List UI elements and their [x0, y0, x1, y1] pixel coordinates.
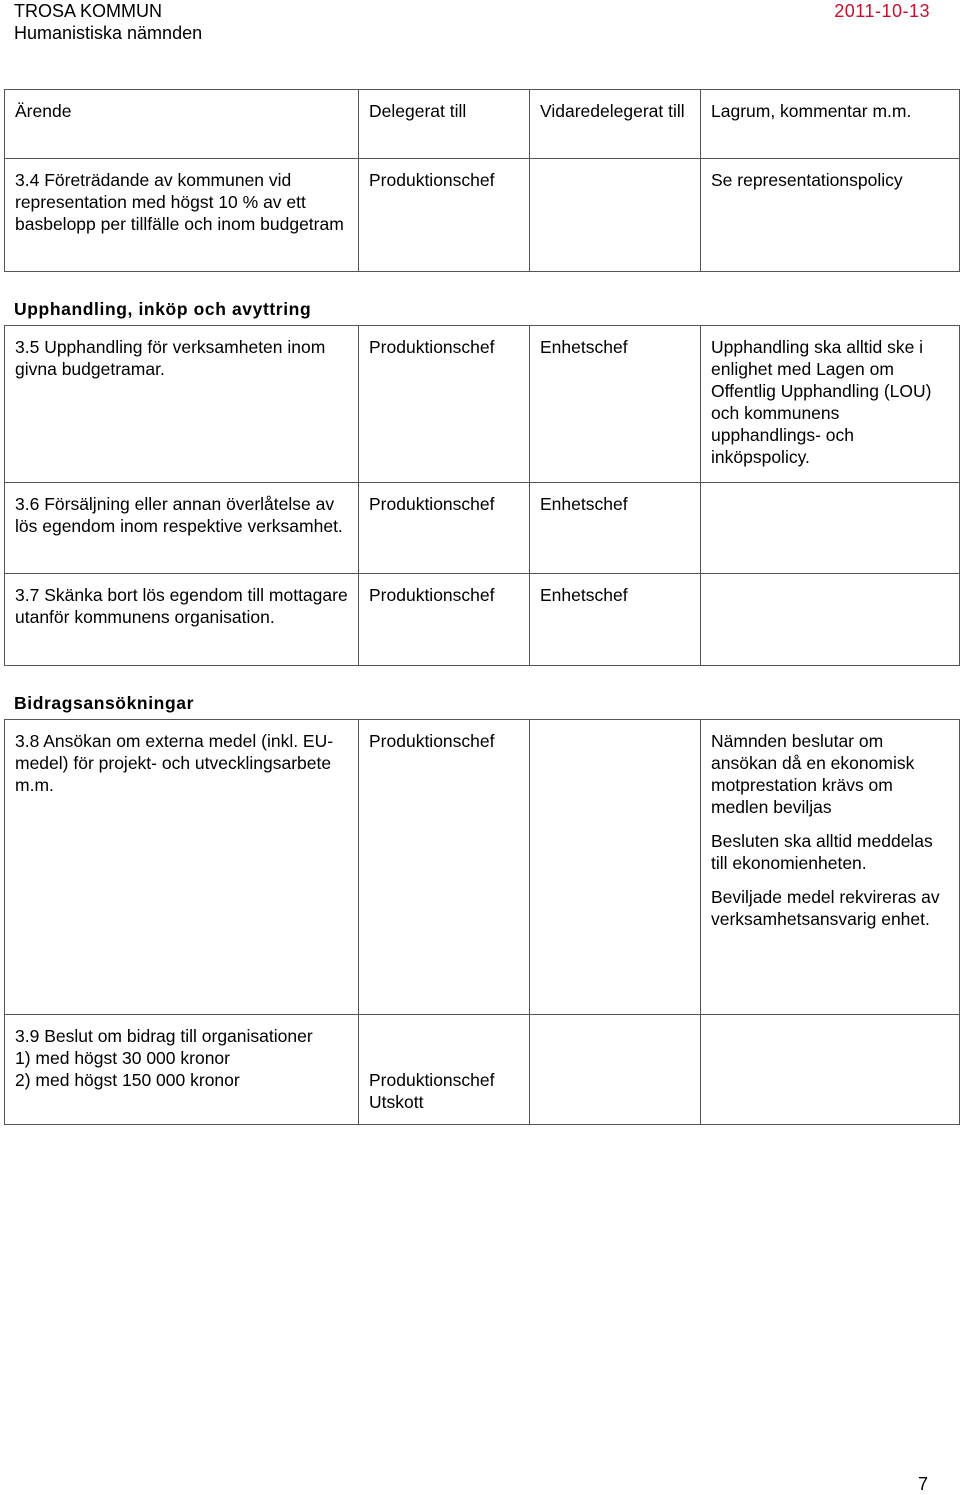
delegerat-line: Produktionschef [369, 1070, 495, 1090]
organization-name: TROSA KOMMUN [14, 1, 163, 21]
delegation-table-upphandling [4, 325, 960, 666]
arende-cell [5, 1015, 359, 1125]
delegerat-cell: Produktionschef [359, 574, 530, 666]
table-row [5, 720, 960, 1015]
header-vidaredelegerat: Vidaredelegerat till [530, 90, 701, 159]
vidaredelegerat-cell: Enhetschef [530, 483, 701, 574]
delegerat-cell: Produktionschef [359, 159, 530, 272]
lagrum-cell [701, 720, 960, 1015]
lagrum-cell: Se representationspolicy [701, 159, 960, 272]
header-lagrum: Lagrum, kommentar m.m. [701, 90, 960, 159]
vidaredelegerat-cell [530, 720, 701, 1015]
lagrum-cell [701, 574, 960, 666]
arende-cell: 3.6 Försäljning eller annan överlåtelse av lös egendom inom respektive verksamhet. [5, 483, 359, 574]
lagrum-cell [701, 1015, 960, 1125]
arende-cell: 3.5 Upphandling för verksamheten inom givna budgetramar. [5, 326, 359, 483]
section-heading-bidrag: Bidragsansökningar [14, 693, 195, 713]
lagrum-cell: Upphandling ska alltid ske i enlighet med Lagen om Offentlig Upphandling (LOU) och kommunens upphandlings- och inköpspolicy. [701, 326, 960, 483]
lagrum-paragraph: Beviljade medel rekvireras av verksamhetsansvarig enhet. [711, 887, 940, 929]
table-row [5, 326, 960, 483]
vidaredelegerat-cell [530, 1015, 701, 1125]
vidaredelegerat-cell: Enhetschef [530, 326, 701, 483]
delegation-table-bidrag [4, 719, 960, 1125]
delegerat-line: Utskott [369, 1092, 424, 1112]
arende-line: 1) med högst 30 000 kronor [15, 1048, 230, 1068]
section-heading-upphandling: Upphandling, inköp och avyttring [14, 299, 312, 319]
table-row [5, 483, 960, 574]
delegation-table-representation [4, 89, 960, 272]
table-row [5, 159, 960, 272]
delegerat-cell: Produktionschef [359, 720, 530, 1015]
vidaredelegerat-cell [530, 159, 701, 272]
delegerat-cell: Produktionschef [359, 326, 530, 483]
page-number: 7 [917, 1474, 928, 1494]
document-date: 2011-10-13 [834, 1, 930, 21]
table-row [5, 1015, 960, 1125]
arende-cell: 3.4 Företrädande av kommunen vid representation med högst 10 % av ett basbelopp per tillfälle och inom budgetram [5, 159, 359, 272]
vidaredelegerat-cell: Enhetschef [530, 574, 701, 666]
table-row [5, 574, 960, 666]
lagrum-paragraph: Nämnden beslutar om ansökan då en ekonomisk motprestation krävs om medlen beviljas [711, 731, 915, 817]
arende-line: 3.9 Beslut om bidrag till organisationer [15, 1026, 313, 1046]
arende-cell: 3.7 Skänka bort lös egendom till mottagare utanför kommunens organisation. [5, 574, 359, 666]
header-delegerat: Delegerat till [359, 90, 530, 159]
arende-line: 2) med högst 150 000 kronor [15, 1070, 240, 1090]
delegerat-cell: Produktionschef [359, 483, 530, 574]
board-name: Humanistiska nämnden [14, 23, 203, 43]
delegerat-cell [359, 1015, 530, 1125]
header-arende: Ärende [5, 90, 359, 159]
lagrum-cell [701, 483, 960, 574]
lagrum-paragraph: Besluten ska alltid meddelas till ekonomienheten. [711, 831, 933, 873]
table-header-row [5, 90, 960, 159]
arende-cell: 3.8 Ansökan om externa medel (inkl. EU-medel) för projekt- och utvecklingsarbete m.m. [5, 720, 359, 1015]
